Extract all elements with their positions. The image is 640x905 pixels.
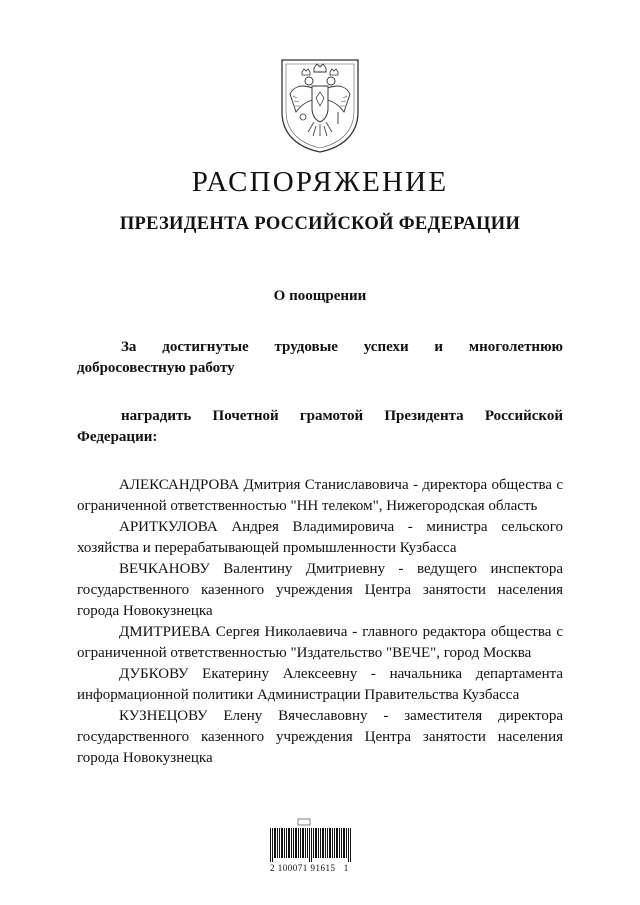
document-subtitle: ПРЕЗИДЕНТА РОССИЙСКОЙ ФЕДЕРАЦИИ [119,214,521,234]
preamble: За достигнутые трудовые успехи и многолетнюю добросовестную работу [77,339,563,376]
awardee-entry: ДМИТРИЕВА Сергея Николаевича - главного редактора общества с ограниченной ответственностью "Издательство "ВЕЧЕ", город Москва [77,624,563,661]
document-body [77,337,563,769]
resolution: наградить Почетной грамотой Президента Российской Федерации: [77,408,563,445]
document-title: РАСПОРЯЖЕНИЕ [191,166,449,198]
awardee-entry: КУЗНЕЦОВУ Елену Вячеславовну - заместителя директора государственного казенного учреждения Центра занятости населения города Новокузнецка [77,708,563,766]
awardee-entry: АРИТКУЛОВА Андрея Владимировича - министра сельского хозяйства и перерабатывающей промышленности Кузбасса [77,519,563,556]
barcode-number: 2 100071 91615 1 [270,863,349,873]
awardee-entry: АЛЕКСАНДРОВА Дмитрия Станиславовича - директора общества с ограниченной ответственностью "НН телеком", Нижегородская область [77,477,563,514]
document-heading: О поощрении [273,288,367,304]
awardee-entry: ДУБКОВУ Екатерину Алексеевну - начальника департамента информационной политики Администрации Правительства Кузбасса [77,666,563,703]
state-emblem-icon [278,54,362,154]
awardee-entry: ВЕЧКАНОВУ Валентину Дмитриевну - ведущего инспектора государственного казенного учреждения Центра занятости населения города Новокузнецка [77,561,563,619]
